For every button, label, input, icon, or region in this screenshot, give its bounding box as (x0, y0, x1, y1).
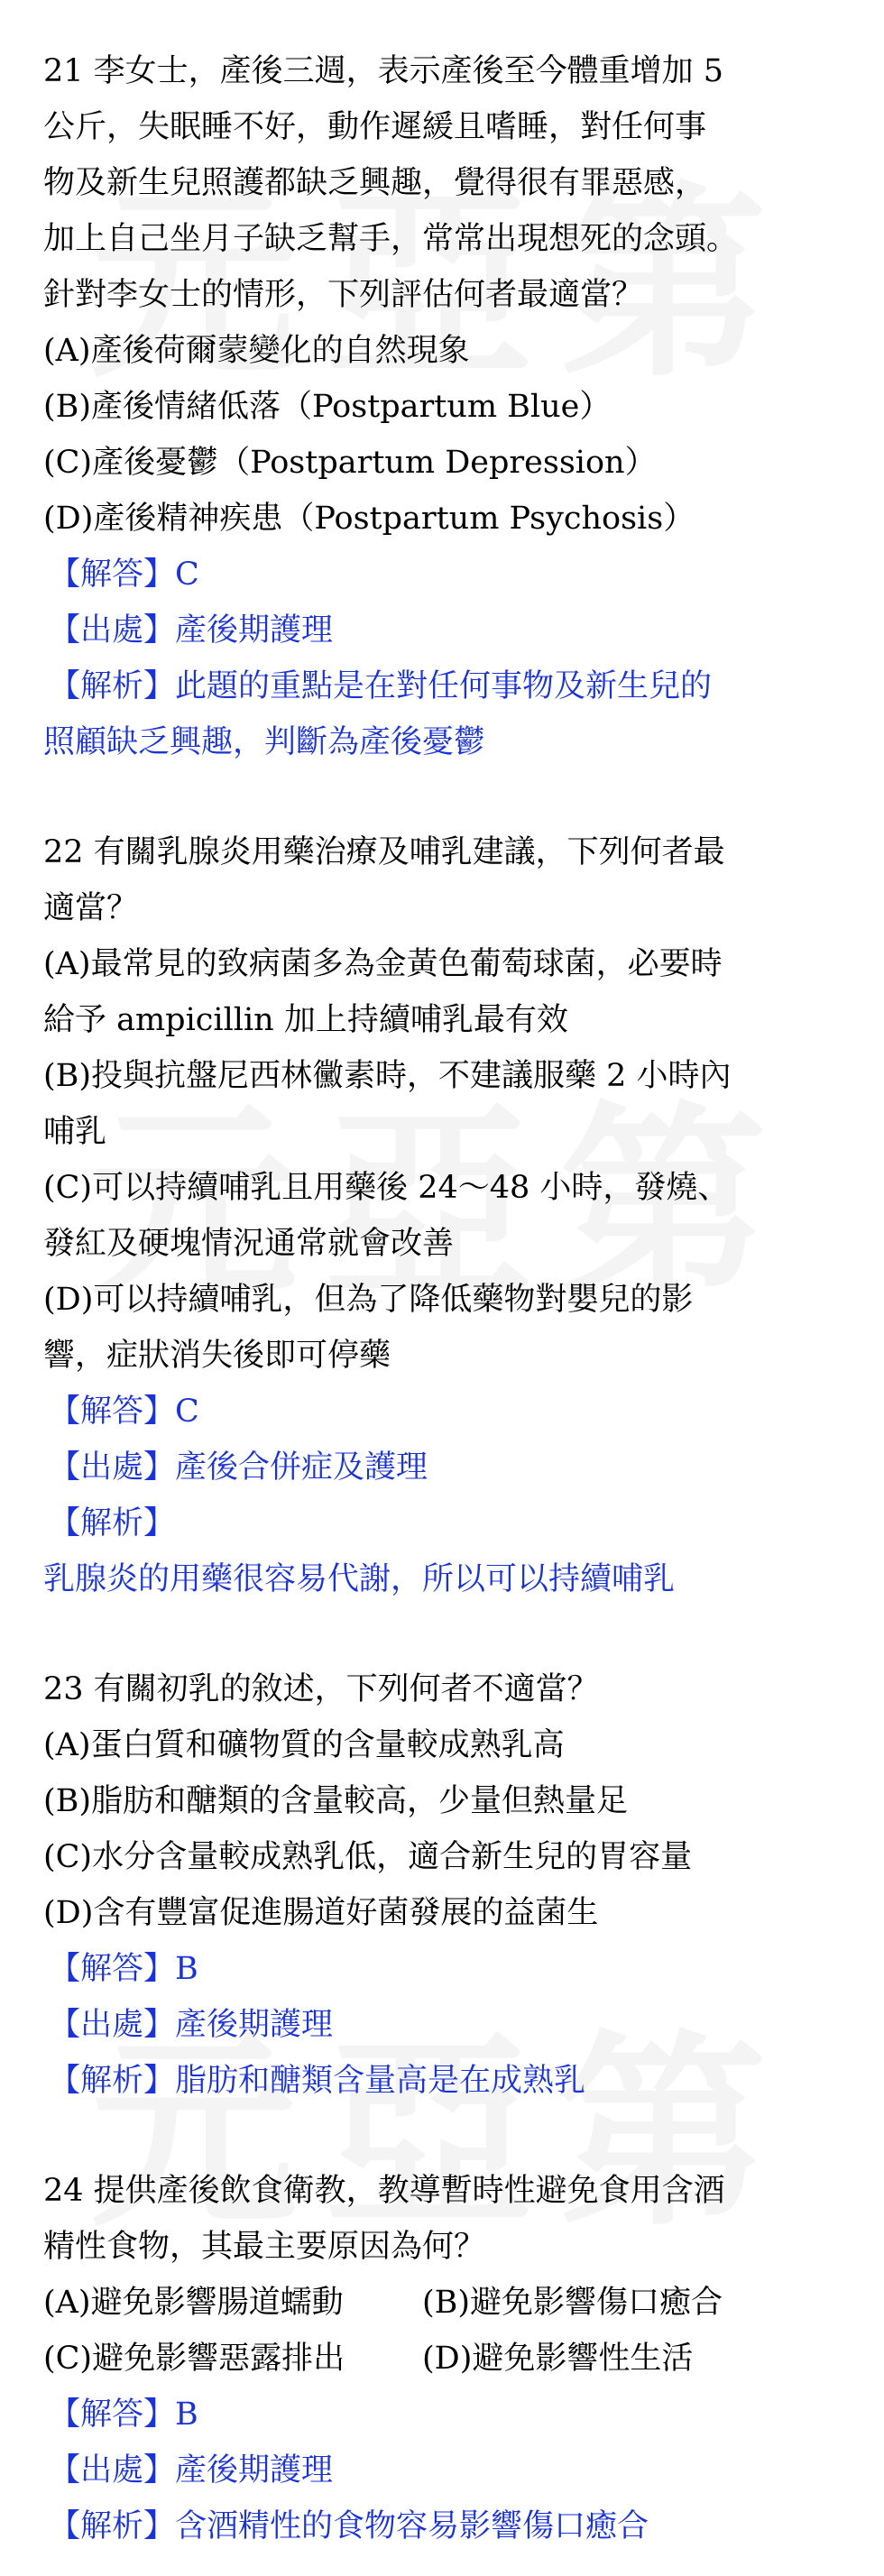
source-label: 【出處】產後期護理 (49, 612, 334, 649)
option-a: (A)蛋白質和礦物質的含量較成熟乳高 (43, 1727, 565, 1763)
question-stem-line: 物及新生兒照護都缺乏興趣，覺得很有罪惡感， (43, 165, 707, 201)
option-a: (A)產後荷爾蒙變化的自然現象 (43, 333, 470, 369)
source-label: 【出處】產後期護理 (49, 2452, 334, 2489)
option-b: (B)產後情緒低落（Postpartum Blue） (43, 389, 612, 425)
option-c: (C)可以持續哺乳且用藥後 24～48 小時，發燒、 (43, 1170, 730, 1206)
question-21 (43, 43, 848, 770)
answer-label: 【解答】C (49, 1394, 199, 1430)
question-24 (43, 2163, 848, 2554)
source-label: 【出處】產後合併症及護理 (49, 1449, 428, 1486)
option-c: (C)避免影響惡露排出 (43, 2341, 345, 2377)
option-b: (B)投與抗盤尼西林黴素時，不建議服藥 2 小時內 (43, 1058, 732, 1094)
explanation-line: 【解析】此題的重點是在對任何事物及新生兒的 (49, 668, 713, 704)
option-d-continued: 響，症狀消失後即可停藥 (43, 1338, 391, 1374)
explanation-line: 【解析】 (49, 1505, 176, 1541)
question-stem-line: 24 提供產後飲食衛教，教導暫時性避免食用含酒 (43, 2173, 725, 2209)
option-a: (A)避免影響腸道蠕動 (43, 2285, 344, 2321)
option-d: (D)可以持續哺乳，但為了降低藥物對嬰兒的影 (43, 1282, 694, 1318)
question-stem-line: 針對李女士的情形，下列評估何者最適當？ (43, 277, 644, 313)
answer-label: 【解答】B (49, 2397, 198, 2433)
question-stem-line: 23 有關初乳的敘述，下列何者不適當？ (43, 1671, 599, 1707)
option-d: (D)含有豐富促進腸道好菌發展的益菌生 (43, 1895, 599, 1931)
question-stem-line: 21 李女士，產後三週，表示產後至今體重增加 5 (43, 53, 724, 89)
question-stem-line: 加上自己坐月子缺乏幫手，常常出現想死的念頭。 (43, 221, 739, 257)
question-stem-line: 精性食物，其最主要原因為何？ (43, 2229, 486, 2265)
question-22 (43, 824, 848, 1607)
option-b: (B)脂肪和醣類的含量較高，少量但熱量足 (43, 1783, 629, 1819)
option-c-continued: 發紅及硬塊情況通常就會改善 (43, 1226, 455, 1262)
options-row (43, 2331, 848, 2387)
option-a-continued: 給予 ampicillin 加上持續哺乳最有效 (43, 1002, 568, 1038)
option-c: (C)水分含量較成熟乳低，適合新生兒的胃容量 (43, 1839, 693, 1875)
explanation-line: 照顧缺乏興趣，判斷為產後憂鬱 (43, 724, 486, 760)
explanation-line: 【解析】含酒精性的食物容易影響傷口癒合 (49, 2508, 649, 2544)
option-b: (B)避免影響傷口癒合 (422, 2285, 723, 2321)
option-b-continued: 哺乳 (43, 1114, 107, 1150)
answer-label: 【解答】B (49, 1951, 198, 1987)
option-c: (C)產後憂鬱（Postpartum Depression） (43, 445, 657, 481)
answer-label: 【解答】C (49, 557, 199, 593)
source-label: 【出處】產後期護理 (49, 2007, 334, 2043)
explanation-line: 乳腺炎的用藥很容易代謝，所以可以持續哺乳 (43, 1561, 676, 1597)
options-row (43, 2275, 848, 2331)
explanation-line: 【解析】脂肪和醣類含量高是在成熟乳 (49, 2063, 586, 2099)
option-d: (D)產後精神疾患（Postpartum Psychosis） (43, 501, 695, 537)
question-stem-line: 22 有關乳腺炎用藥治療及哺乳建議，下列何者最 (43, 834, 725, 870)
question-stem-line: 適當？ (43, 890, 139, 926)
option-d: (D)避免影響性生活 (422, 2341, 694, 2377)
question-23 (43, 1661, 848, 2109)
option-a: (A)最常見的致病菌多為金黃色葡萄球菌，必要時 (43, 946, 723, 982)
question-stem-line: 公斤，失眠睡不好，動作遲緩且嗜睡，對任何事 (43, 109, 707, 145)
